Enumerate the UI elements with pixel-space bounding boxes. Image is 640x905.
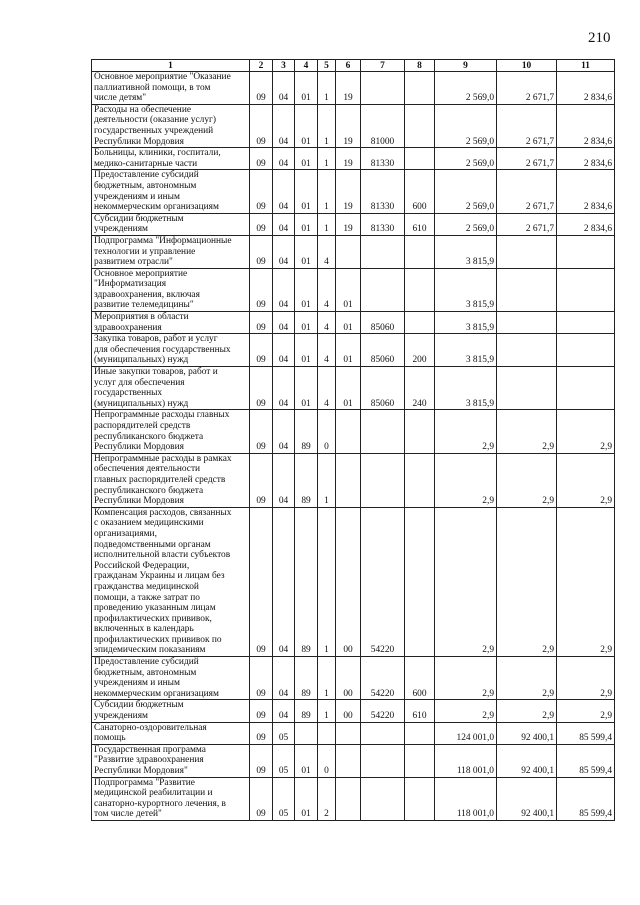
code-col-5: 1 [318,213,336,235]
code-col-5: 0 [318,744,336,777]
column-header: 4 [295,60,318,72]
code-col-2: 09 [250,148,273,170]
amount-col-10: 92 400,1 [497,722,557,744]
amount-col-10: 2 671,7 [497,213,557,235]
column-header: 3 [273,60,295,72]
code-col-5: 4 [318,312,336,334]
column-header: 10 [497,60,557,72]
amount-col-10 [497,312,557,334]
item-name: Мероприятия в области здравоохранения [92,312,250,334]
code-col-7 [361,268,405,311]
item-name: Непрограммные расходы в рамках обеспечения деятельности главных распорядителей средств республиканского бюджета Республики Мордовия [92,453,250,507]
amount-col-11 [557,334,615,367]
item-name: Закупка товаров, работ и услуг для обеспечения государственных (муниципальных) нужд [92,334,250,367]
table-row [92,312,615,334]
code-col-3: 05 [273,744,295,777]
item-name: Основное мероприятие "Информатизация здравоохранения, включая развитие телемедицины" [92,268,250,311]
code-col-3: 04 [273,235,295,268]
code-col-8: 610 [405,700,435,722]
amount-col-11 [557,268,615,311]
page-number: 210 [588,30,611,46]
code-col-7 [361,453,405,507]
code-col-4: 01 [295,334,318,367]
code-col-8 [405,235,435,268]
item-name: Основное мероприятие "Оказание паллиативной помощи, в том числе детям" [92,72,250,105]
item-name: Санаторно-оздоровительная помощь [92,722,250,744]
amount-col-9: 118 001,0 [435,777,497,820]
code-col-5 [318,722,336,744]
amount-col-11: 85 599,4 [557,722,615,744]
table-row [92,410,615,453]
amount-col-10: 92 400,1 [497,744,557,777]
code-col-3: 04 [273,657,295,700]
code-col-2: 09 [250,453,273,507]
code-col-8 [405,453,435,507]
amount-col-9: 3 815,9 [435,334,497,367]
item-name: Расходы на обеспечение деятельности (оказание услуг) государственных учреждений Республики Мордовия [92,104,250,147]
code-col-6: 00 [336,507,361,656]
code-col-5: 0 [318,410,336,453]
code-col-6 [336,410,361,453]
code-col-6: 19 [336,148,361,170]
code-col-6: 01 [336,268,361,311]
code-col-4: 89 [295,700,318,722]
code-col-2: 09 [250,722,273,744]
code-col-7: 81330 [361,170,405,213]
code-col-7 [361,72,405,105]
amount-col-9: 2,9 [435,453,497,507]
table-row [92,657,615,700]
code-col-5: 1 [318,170,336,213]
code-col-5: 1 [318,453,336,507]
code-col-4: 01 [295,744,318,777]
code-col-4: 01 [295,213,318,235]
amount-col-10: 2,9 [497,453,557,507]
code-col-6: 01 [336,312,361,334]
code-col-3: 04 [273,104,295,147]
amount-col-11: 2,9 [557,410,615,453]
amount-col-10: 2,9 [497,700,557,722]
code-col-2: 09 [250,777,273,820]
column-header: 5 [318,60,336,72]
table-row [92,213,615,235]
code-col-6: 19 [336,213,361,235]
amount-col-9: 2,9 [435,657,497,700]
item-name: Компенсация расходов, связанных с оказанием медицинскими организациями, подведомственными органам исполнительной власти субъектов Российской Федерации, гражданам Украины и лицам без гражданства медицинской помощи, а также затрат по проведению указанным лицам профилактических прививок, включенных в календарь профилактических прививок по эпидемическим показаниям [92,507,250,656]
table-header [92,60,615,72]
code-col-2: 09 [250,367,273,410]
amount-col-9: 2,9 [435,410,497,453]
table-body [92,72,615,821]
table-row [92,235,615,268]
column-header: 2 [250,60,273,72]
code-col-2: 09 [250,410,273,453]
table-row [92,72,615,105]
code-col-7: 54220 [361,700,405,722]
column-header: 7 [361,60,405,72]
budget-table [91,59,615,821]
amount-col-10 [497,334,557,367]
code-col-2: 09 [250,312,273,334]
table-row [92,700,615,722]
code-col-2: 09 [250,268,273,311]
amount-col-10 [497,367,557,410]
code-col-5: 1 [318,507,336,656]
code-col-8 [405,72,435,105]
code-col-6: 00 [336,657,361,700]
code-col-6 [336,722,361,744]
item-name: Подпрограмма "Информационные технологии и управление развитием отрасли" [92,235,250,268]
amount-col-9: 2 569,0 [435,213,497,235]
code-col-6: 01 [336,334,361,367]
code-col-4: 89 [295,507,318,656]
code-col-4: 01 [295,367,318,410]
amount-col-10: 92 400,1 [497,777,557,820]
table-row [92,744,615,777]
code-col-3: 04 [273,453,295,507]
code-col-7: 81330 [361,213,405,235]
code-col-5: 1 [318,104,336,147]
table-row [92,367,615,410]
amount-col-9: 2,9 [435,700,497,722]
code-col-8 [405,148,435,170]
amount-col-11: 2,9 [557,453,615,507]
amount-col-11: 2 834,6 [557,72,615,105]
amount-col-10: 2,9 [497,657,557,700]
code-col-3: 04 [273,507,295,656]
code-col-6: 19 [336,72,361,105]
code-col-6: 00 [336,700,361,722]
column-header: 9 [435,60,497,72]
code-col-7: 85060 [361,334,405,367]
column-header: 11 [557,60,615,72]
amount-col-9: 3 815,9 [435,235,497,268]
code-col-6 [336,235,361,268]
code-col-5: 1 [318,72,336,105]
amount-col-9: 3 815,9 [435,367,497,410]
code-col-2: 09 [250,700,273,722]
amount-col-9: 2,9 [435,507,497,656]
column-header: 1 [92,60,250,72]
amount-col-11: 2 834,6 [557,170,615,213]
code-col-5: 4 [318,235,336,268]
item-name: Субсидии бюджетным учреждениям [92,700,250,722]
amount-col-11: 2 834,6 [557,104,615,147]
code-col-3: 04 [273,148,295,170]
code-col-3: 04 [273,268,295,311]
code-col-8 [405,777,435,820]
code-col-4: 89 [295,657,318,700]
amount-col-10 [497,268,557,311]
code-col-8 [405,507,435,656]
code-col-5: 4 [318,367,336,410]
code-col-7: 85060 [361,367,405,410]
code-col-5: 1 [318,657,336,700]
table-row [92,507,615,656]
amount-col-11: 2,9 [557,507,615,656]
code-col-8: 240 [405,367,435,410]
code-col-8: 200 [405,334,435,367]
item-name: Иные закупки товаров, работ и услуг для обеспечения государственных (муниципальных) нужд [92,367,250,410]
code-col-3: 04 [273,700,295,722]
amount-col-11: 2 834,6 [557,148,615,170]
table-row [92,777,615,820]
amount-col-10 [497,235,557,268]
code-col-4: 01 [295,235,318,268]
code-col-3: 04 [273,72,295,105]
code-col-4: 01 [295,312,318,334]
header-row [92,60,615,72]
code-col-5: 4 [318,334,336,367]
amount-col-9: 2 569,0 [435,104,497,147]
table-row [92,334,615,367]
code-col-6: 19 [336,104,361,147]
code-col-4: 01 [295,148,318,170]
amount-col-9: 2 569,0 [435,148,497,170]
code-col-2: 09 [250,744,273,777]
code-col-6: 01 [336,367,361,410]
code-col-7 [361,410,405,453]
code-col-8 [405,744,435,777]
code-col-7 [361,722,405,744]
amount-col-11: 85 599,4 [557,744,615,777]
column-header: 8 [405,60,435,72]
amount-col-9: 118 001,0 [435,744,497,777]
table-row [92,148,615,170]
code-col-7: 81330 [361,148,405,170]
amount-col-10: 2 671,7 [497,104,557,147]
item-name: Подпрограмма "Развитие медицинской реабилитации и санаторно-курортного лечения, в том числе детей" [92,777,250,820]
code-col-2: 09 [250,104,273,147]
code-col-8 [405,722,435,744]
code-col-6 [336,777,361,820]
code-col-8: 600 [405,170,435,213]
code-col-4: 01 [295,104,318,147]
code-col-4 [295,722,318,744]
item-name: Больницы, клиники, госпитали, медико-санитарные части [92,148,250,170]
amount-col-10: 2 671,7 [497,170,557,213]
code-col-3: 04 [273,410,295,453]
code-col-7: 54220 [361,657,405,700]
code-col-3: 05 [273,722,295,744]
item-name: Субсидии бюджетным учреждениям [92,213,250,235]
code-col-8: 610 [405,213,435,235]
item-name: Государственная программа "Развитие здравоохранения Республики Мордовия" [92,744,250,777]
code-col-2: 09 [250,235,273,268]
code-col-7: 54220 [361,507,405,656]
item-name: Непрограммные расходы главных распорядителей средств республиканского бюджета Республики Мордовия [92,410,250,453]
code-col-4: 01 [295,777,318,820]
code-col-8: 600 [405,657,435,700]
amount-col-10: 2,9 [497,507,557,656]
amount-col-11: 2,9 [557,700,615,722]
code-col-3: 05 [273,777,295,820]
code-col-2: 09 [250,507,273,656]
table-row [92,170,615,213]
amount-col-11 [557,312,615,334]
code-col-8 [405,268,435,311]
code-col-6 [336,744,361,777]
amount-col-9: 3 815,9 [435,268,497,311]
code-col-7 [361,235,405,268]
code-col-6 [336,453,361,507]
code-col-3: 04 [273,334,295,367]
code-col-8 [405,312,435,334]
amount-col-9: 2 569,0 [435,72,497,105]
code-col-3: 04 [273,367,295,410]
code-col-8 [405,410,435,453]
amount-col-11 [557,367,615,410]
code-col-5: 2 [318,777,336,820]
code-col-8 [405,104,435,147]
amount-col-11: 85 599,4 [557,777,615,820]
code-col-2: 09 [250,72,273,105]
code-col-7: 85060 [361,312,405,334]
amount-col-9: 3 815,9 [435,312,497,334]
code-col-7 [361,744,405,777]
code-col-2: 09 [250,213,273,235]
amount-col-10: 2,9 [497,410,557,453]
code-col-7 [361,777,405,820]
code-col-4: 89 [295,453,318,507]
code-col-5: 1 [318,148,336,170]
code-col-4: 01 [295,268,318,311]
code-col-6: 19 [336,170,361,213]
code-col-3: 04 [273,170,295,213]
amount-col-10: 2 671,7 [497,72,557,105]
code-col-2: 09 [250,334,273,367]
item-name: Предоставление субсидий бюджетным, автономным учреждениям и иным некоммерческим организациям [92,657,250,700]
code-col-5: 4 [318,268,336,311]
amount-col-10: 2 671,7 [497,148,557,170]
amount-col-9: 124 001,0 [435,722,497,744]
code-col-7: 81000 [361,104,405,147]
table-row [92,268,615,311]
code-col-3: 04 [273,213,295,235]
table-row [92,722,615,744]
amount-col-11 [557,235,615,268]
code-col-2: 09 [250,170,273,213]
amount-col-11: 2,9 [557,657,615,700]
code-col-3: 04 [273,312,295,334]
column-header: 6 [336,60,361,72]
code-col-2: 09 [250,657,273,700]
table-row [92,104,615,147]
table-row [92,453,615,507]
code-col-5: 1 [318,700,336,722]
amount-col-9: 2 569,0 [435,170,497,213]
item-name: Предоставление субсидий бюджетным, автономным учреждениям и иным некоммерческим организациям [92,170,250,213]
amount-col-11: 2 834,6 [557,213,615,235]
code-col-4: 89 [295,410,318,453]
code-col-4: 01 [295,72,318,105]
code-col-4: 01 [295,170,318,213]
